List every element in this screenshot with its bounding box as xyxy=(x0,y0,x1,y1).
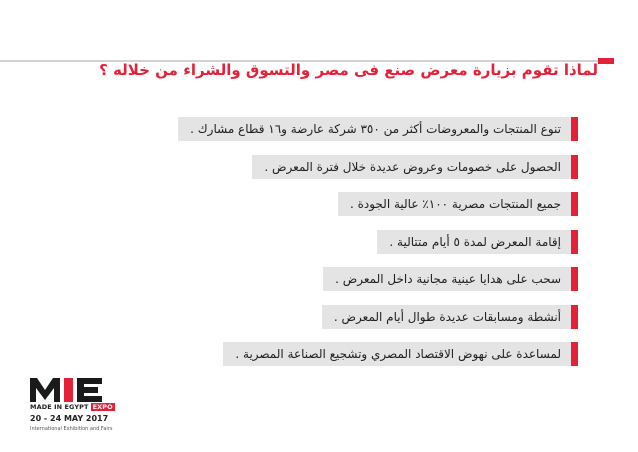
item-bar xyxy=(252,155,571,179)
list-item xyxy=(118,342,578,366)
header-accent xyxy=(598,58,614,64)
logo-tagline: MADE IN EGYPT EXPO xyxy=(30,403,113,411)
item-text: جميع المنتجات مصرية ١٠٠٪ عالية الجودة . xyxy=(349,197,561,211)
item-marker xyxy=(571,305,578,329)
item-text: الحصول على خصومات وعروض عديدة خلال فترة المعرض . xyxy=(264,159,561,174)
list-item xyxy=(118,155,578,179)
logo-badge: EXPO xyxy=(92,403,113,411)
list-item xyxy=(118,192,578,216)
item-marker xyxy=(571,192,578,216)
item-marker xyxy=(571,117,578,141)
item-text: لمساعدة على نهوض الاقتصاد المصري وتشجيع الصناعة المصرية . xyxy=(235,347,561,361)
page-title: لماذا تقوم بزيارة معرض صنع فى مصر والتسوق والشراء من خلاله ؟ xyxy=(99,61,598,79)
item-text: تنوع المنتجات والمعروضات أكثر من ٣٥٠ شركة عارضة و١٦ قطاع مشارك . xyxy=(190,122,561,136)
mie-logo-mark xyxy=(30,378,120,402)
mie-logo xyxy=(30,378,120,438)
list-item xyxy=(118,267,578,291)
logo-dates: 20 - 24 MAY 2017 xyxy=(30,414,109,423)
reasons-list xyxy=(118,117,578,380)
list-item xyxy=(118,117,578,141)
item-bar xyxy=(178,117,571,141)
item-text: أنشطة ومسابقات عديدة طوال أيام المعرض . xyxy=(333,309,561,324)
item-marker xyxy=(571,155,578,179)
item-bar xyxy=(338,192,571,216)
item-text: سحب على هدايا عينية مجانية داخل المعرض . xyxy=(335,272,561,286)
item-marker xyxy=(571,230,578,254)
item-bar xyxy=(223,342,571,366)
list-item xyxy=(118,305,578,329)
item-bar xyxy=(323,267,571,291)
item-marker xyxy=(571,267,578,291)
item-bar xyxy=(377,230,571,254)
item-text: إقامة المعرض لمدة ٥ أيام متتالية . xyxy=(389,234,561,249)
list-item xyxy=(118,230,578,254)
logo-subtitle: International Exhibition and Fairs xyxy=(30,426,113,432)
item-marker xyxy=(571,342,578,366)
item-bar xyxy=(322,305,571,329)
